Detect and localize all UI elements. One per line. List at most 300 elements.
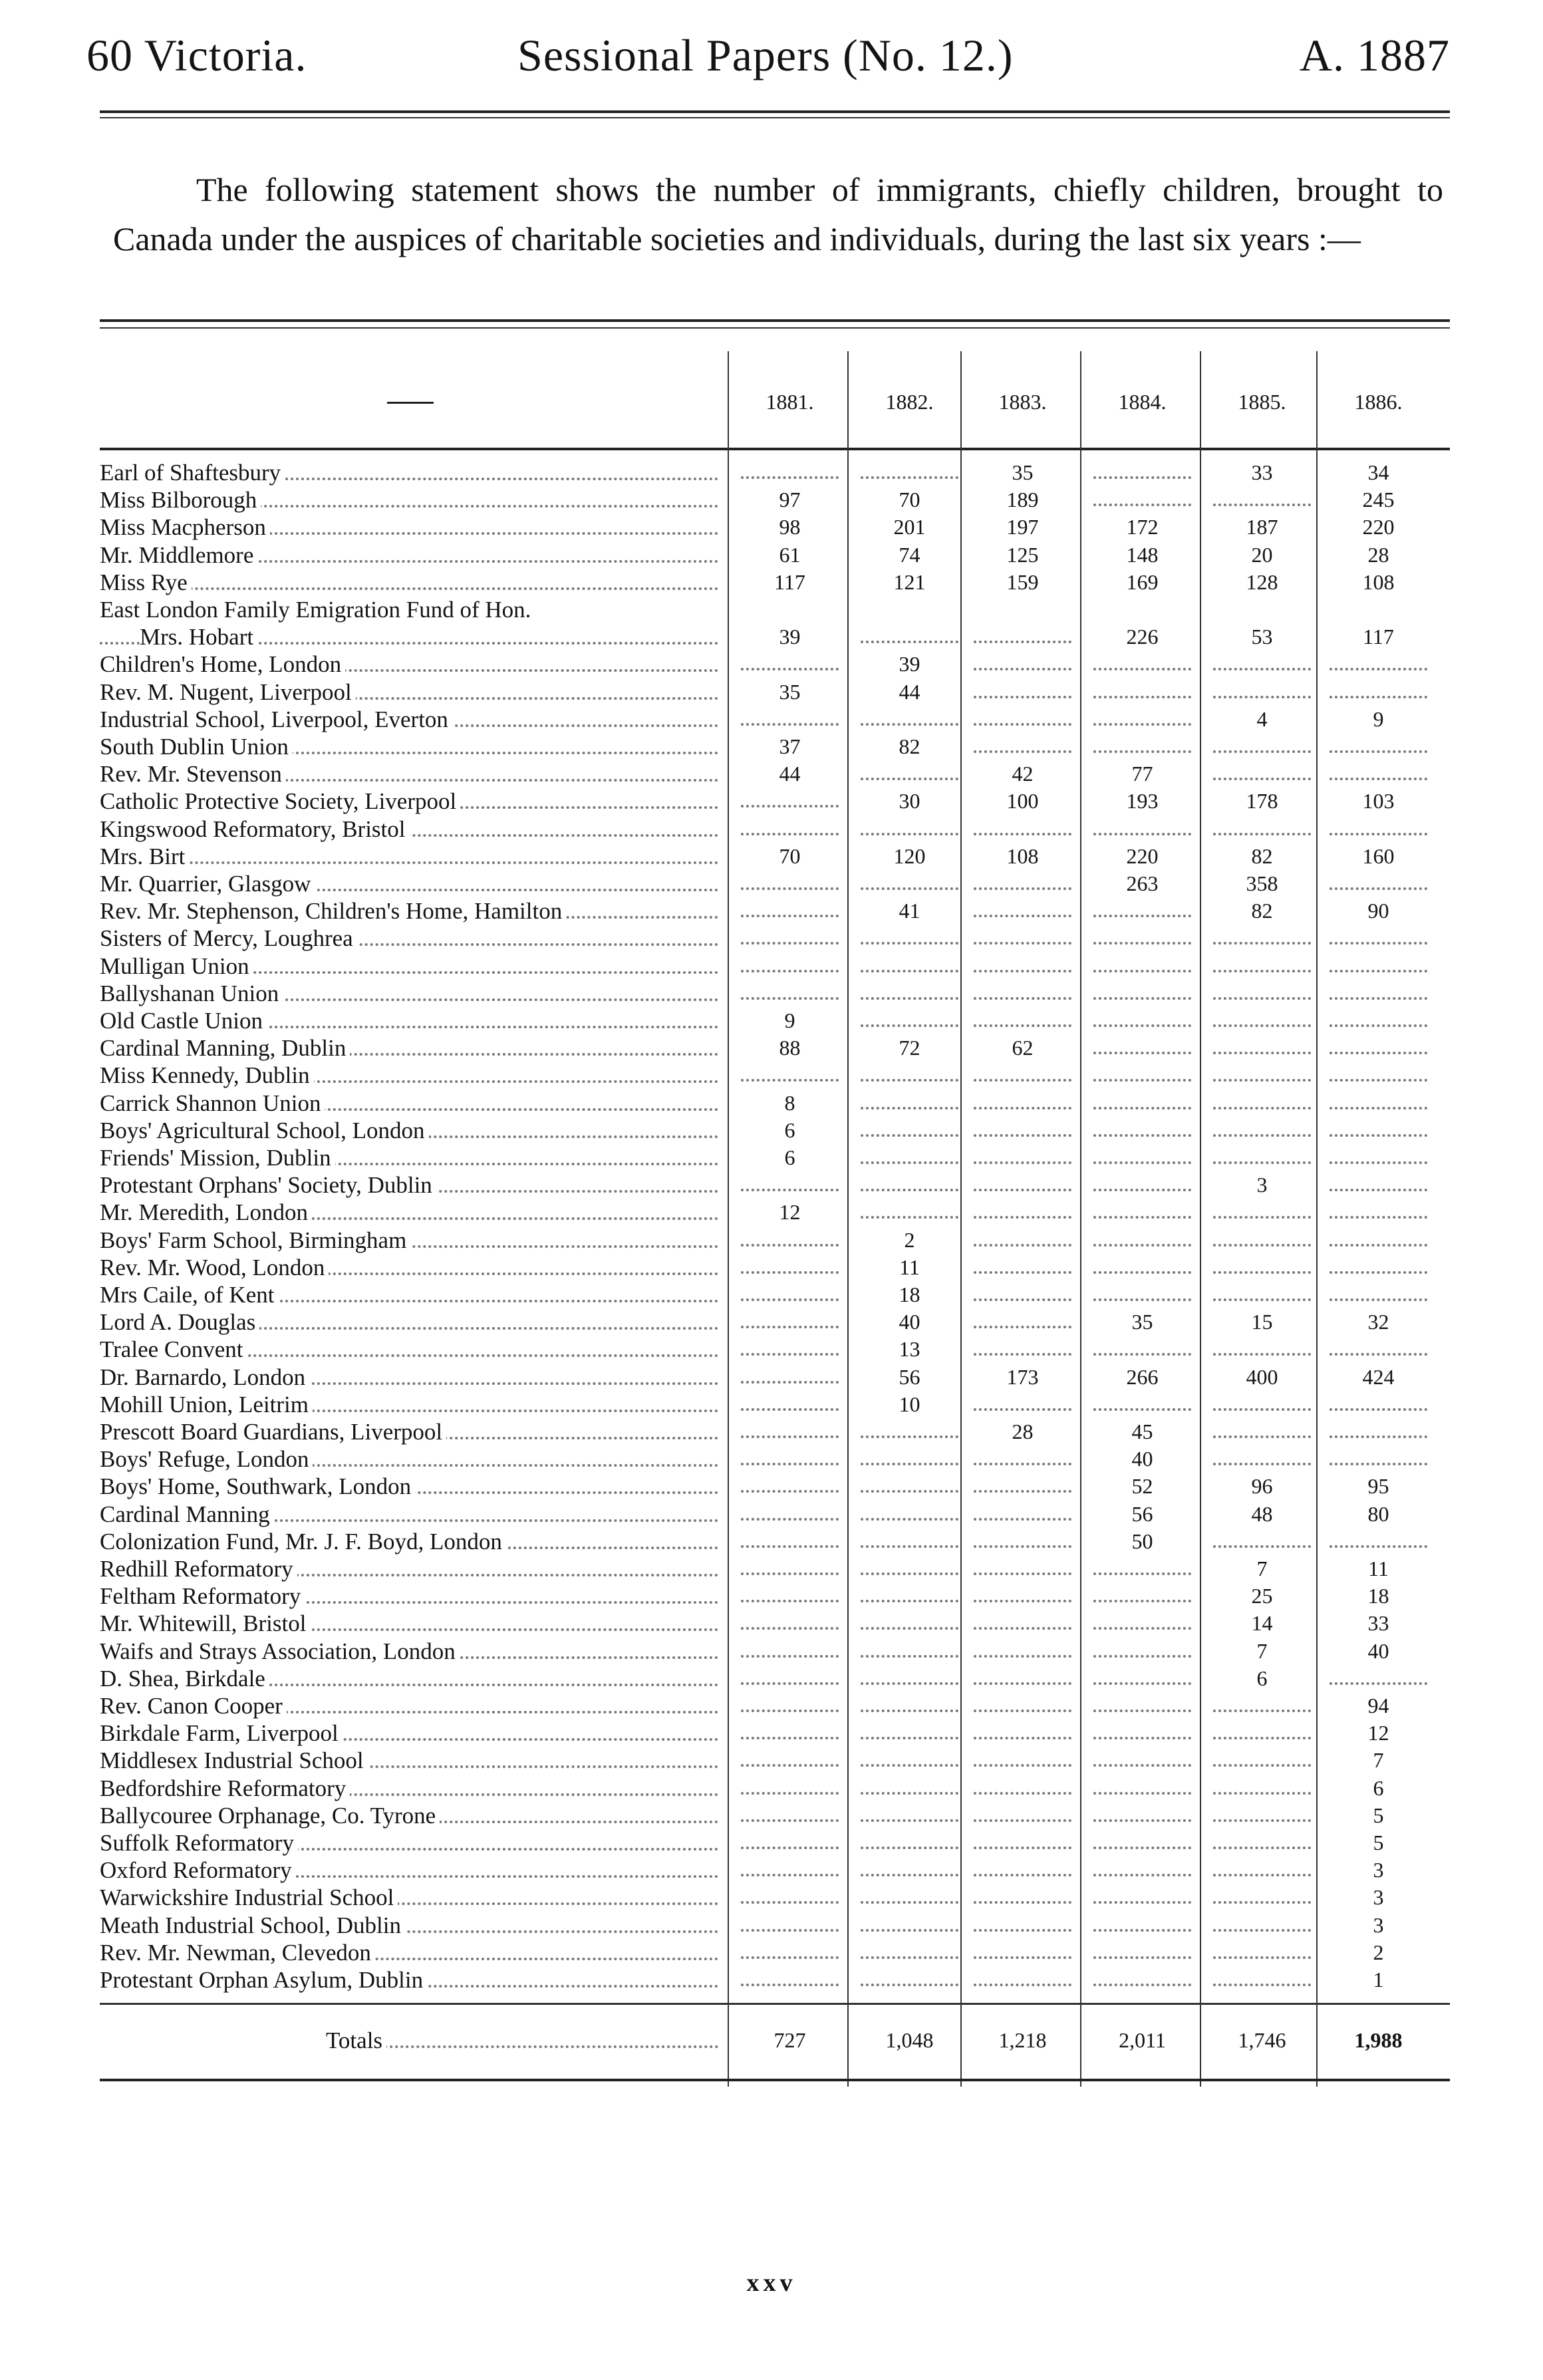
row-label-text: Tralee Convent <box>100 1336 247 1362</box>
row-label-text: Warwickshire Industrial School <box>100 1884 398 1910</box>
table-cell <box>964 1966 1081 1994</box>
cell-dot-leader <box>1213 1737 1311 1739</box>
cell-dot-leader <box>861 1627 958 1630</box>
table-row <box>100 1555 1450 1582</box>
row-label <box>100 1336 725 1363</box>
table-row <box>100 596 1450 623</box>
table-cell <box>851 1336 968 1363</box>
table-cell <box>1320 1171 1437 1199</box>
cell-value: 44 <box>777 762 803 786</box>
cell-dot-leader <box>1093 1161 1191 1164</box>
cell-dot-leader <box>861 1463 958 1465</box>
table-cell <box>964 1719 1081 1747</box>
table-cell <box>1084 1227 1200 1254</box>
cell-dot-leader <box>1213 668 1311 670</box>
cell-dot-leader <box>861 1847 958 1849</box>
column-header-year: 1885. <box>1238 390 1286 414</box>
row-label-text: Miss Rye <box>100 569 192 595</box>
table-cell <box>964 1473 1081 1500</box>
cell-dot-leader <box>861 1929 958 1932</box>
cell-value: 35 <box>1010 460 1036 484</box>
cell-dot-leader <box>974 1874 1071 1876</box>
table-cell <box>1204 1719 1320 1747</box>
table-cell <box>1084 1473 1200 1500</box>
table-cell <box>1204 1747 1320 1774</box>
table-cell <box>1320 1692 1437 1719</box>
cell-dot-leader <box>974 1956 1071 1959</box>
row-label-text: Ballycouree Orphanage, Co. Tyrone <box>100 1803 440 1829</box>
cell-dot-leader <box>741 1874 839 1876</box>
cell-dot-leader <box>741 1764 839 1767</box>
table-cell <box>964 816 1081 843</box>
row-label <box>100 1884 725 1911</box>
row-label-text: East London Family Emigration Fund of Hon. <box>100 597 535 623</box>
cell-dot-leader <box>974 1024 1071 1027</box>
cell-dot-leader <box>1093 915 1191 917</box>
table-cell <box>732 1090 848 1117</box>
table-top-rule-thin <box>100 327 1450 329</box>
cell-value: 6 <box>782 1118 798 1142</box>
table-cell <box>732 980 848 1007</box>
cell-dot-leader <box>1093 1847 1191 1849</box>
cell-dot-leader <box>1093 1107 1191 1110</box>
table-row <box>100 1528 1450 1555</box>
cell-dot-leader <box>1330 887 1427 890</box>
cell-dot-leader <box>861 1490 958 1493</box>
table-cell <box>1204 1034 1320 1062</box>
cell-dot-leader <box>1213 1216 1311 1219</box>
cell-dot-leader <box>741 1381 839 1384</box>
cell-value: 82 <box>897 734 923 758</box>
row-label <box>100 1912 725 1939</box>
table-cell <box>732 925 848 952</box>
cell-dot-leader <box>741 970 839 972</box>
table-cell <box>964 1884 1081 1911</box>
table-cell <box>964 1555 1081 1582</box>
cell-dot-leader <box>1213 1819 1311 1822</box>
cell-dot-leader <box>741 1079 839 1082</box>
table-row <box>100 980 1450 1007</box>
cell-dot-leader <box>741 1682 839 1685</box>
cell-dot-leader <box>974 1271 1071 1274</box>
cell-value: 159 <box>1004 570 1042 594</box>
table-cell <box>1084 1555 1200 1582</box>
cell-dot-leader <box>741 1244 839 1247</box>
row-label-text: Rev. Canon Cooper <box>100 1693 287 1719</box>
cell-value: 12 <box>777 1200 803 1224</box>
table-cell <box>851 1638 968 1665</box>
cell-value: 37 <box>777 734 803 758</box>
cell-value: 50 <box>1129 1529 1156 1553</box>
table-cell <box>851 843 968 870</box>
table-cell <box>1084 1582 1200 1610</box>
row-label <box>100 1802 725 1829</box>
cell-dot-leader <box>861 1518 958 1521</box>
table-cell <box>964 1336 1081 1363</box>
cell-dot-leader <box>974 1107 1071 1110</box>
cell-dot-leader <box>741 942 839 945</box>
cell-dot-leader <box>1330 696 1427 698</box>
cell-dot-leader <box>974 1929 1071 1932</box>
row-label <box>100 514 725 541</box>
table-cell <box>1084 541 1200 569</box>
table-cell <box>732 843 848 870</box>
table-row <box>100 870 1450 897</box>
cell-dot-leader <box>1330 668 1427 670</box>
table-cell <box>1084 1802 1200 1829</box>
cell-value: 98 <box>777 515 803 539</box>
total-cell: 1,988 <box>1354 2028 1403 2053</box>
cell-dot-leader <box>1093 1024 1191 1027</box>
table-cell <box>851 1719 968 1747</box>
cell-dot-leader <box>1093 1874 1191 1876</box>
table-cell <box>964 1199 1081 1226</box>
table-row <box>100 1117 1450 1144</box>
table-cell <box>851 1528 968 1555</box>
table-row <box>100 1719 1450 1747</box>
table-cell <box>732 1747 848 1774</box>
table-cell <box>851 1884 968 1911</box>
cell-dot-leader <box>741 1435 839 1438</box>
cell-dot-leader <box>741 1545 839 1548</box>
row-label <box>100 486 725 514</box>
table-cell <box>964 1857 1081 1884</box>
cell-dot-leader <box>1093 723 1191 726</box>
cell-dot-leader <box>861 1874 958 1876</box>
table-cell <box>1320 651 1437 678</box>
row-label <box>100 1775 725 1802</box>
cell-dot-leader <box>1213 1079 1311 1082</box>
table-row <box>100 514 1450 541</box>
row-label-text: Boys' Home, Southwark, London <box>100 1473 415 1499</box>
table-row <box>100 897 1450 925</box>
table-cell <box>964 1308 1081 1336</box>
cell-value: 18 <box>897 1282 923 1306</box>
header-rule-thin <box>100 117 1450 118</box>
table-cell <box>1084 1829 1200 1857</box>
table-row <box>100 816 1450 843</box>
table-cell <box>851 1034 968 1062</box>
row-label <box>100 1528 725 1555</box>
cell-value: 3 <box>1371 1913 1387 1937</box>
table-cell <box>732 1364 848 1391</box>
table-row <box>100 1829 1450 1857</box>
cell-dot-leader <box>861 970 958 972</box>
intro-text: The following statement shows the number of immigrants, chiefly children, brought to Canada under the auspices of charitable societies and individuals, during the last six years :— <box>113 171 1443 257</box>
cell-dot-leader <box>1330 1189 1427 1191</box>
cell-dot-leader <box>861 942 958 945</box>
row-label <box>100 1555 725 1582</box>
table-cell <box>1204 706 1320 733</box>
cell-dot-leader <box>1093 1052 1191 1054</box>
table-cell <box>851 1199 968 1226</box>
row-label <box>100 1308 725 1336</box>
row-label-text: Rev. Mr. Stephenson, Children's Home, Hamilton <box>100 898 566 924</box>
row-label-text: Earl of Shaftesbury <box>100 460 285 486</box>
row-label <box>100 843 725 870</box>
table-row <box>100 1336 1450 1363</box>
table-cell <box>1204 651 1320 678</box>
cell-dot-leader <box>741 1737 839 1739</box>
cell-dot-leader <box>974 915 1071 917</box>
row-label-text: Mrs Caile, of Kent <box>100 1282 278 1308</box>
cell-dot-leader <box>1093 997 1191 1000</box>
table-cell <box>851 1747 968 1774</box>
table-cell <box>851 596 968 623</box>
cell-dot-leader <box>741 1600 839 1602</box>
cell-dot-leader <box>974 1353 1071 1356</box>
table-cell <box>851 678 968 706</box>
cell-value: 120 <box>891 844 928 868</box>
cell-dot-leader <box>1213 1929 1311 1932</box>
table-cell <box>851 1062 968 1089</box>
table-row <box>100 1582 1450 1610</box>
cell-dot-leader <box>974 1408 1071 1411</box>
row-label-text: Sisters of Mercy, Loughrea <box>100 925 357 951</box>
cell-dot-leader <box>861 723 958 726</box>
cell-dot-leader <box>741 805 839 808</box>
cell-dot-leader <box>861 887 958 890</box>
cell-value: 11 <box>897 1255 922 1279</box>
table-cell <box>1204 1336 1320 1363</box>
cell-dot-leader <box>1093 833 1191 835</box>
cell-value: 103 <box>1360 789 1397 813</box>
table-cell <box>851 1281 968 1308</box>
table-row <box>100 678 1450 706</box>
row-label-text: Redhill Reformatory <box>100 1556 297 1582</box>
cell-dot-leader <box>1093 1764 1191 1767</box>
row-label <box>100 1665 725 1692</box>
cell-dot-leader <box>741 1792 839 1795</box>
table-cell <box>1320 1501 1437 1528</box>
row-label <box>100 569 725 596</box>
table-cell <box>732 1966 848 1994</box>
table-cell <box>1084 1912 1200 1939</box>
table-cell <box>964 678 1081 706</box>
table-cell <box>851 1582 968 1610</box>
cell-dot-leader <box>741 723 839 726</box>
row-label-text: Rev. Mr. Stevenson <box>100 761 286 787</box>
cell-value: 42 <box>1010 762 1036 786</box>
table-row <box>100 1473 1450 1500</box>
cell-dot-leader <box>741 1710 839 1712</box>
table-row <box>100 1939 1450 1966</box>
table-cell <box>964 1912 1081 1939</box>
cell-dot-leader <box>1093 1627 1191 1630</box>
table-cell <box>1204 1418 1320 1445</box>
cell-dot-leader <box>1330 1463 1427 1465</box>
table-cell <box>1320 788 1437 815</box>
table-cell <box>1204 1555 1320 1582</box>
table-cell <box>1084 1336 1200 1363</box>
cell-value: 28 <box>1010 1419 1036 1443</box>
cell-dot-leader <box>1213 750 1311 753</box>
row-label <box>100 1007 725 1034</box>
cell-value: 12 <box>1365 1721 1392 1745</box>
table-cell <box>964 1939 1081 1966</box>
row-label <box>100 870 725 897</box>
cell-value: 193 <box>1124 789 1161 813</box>
table-cell <box>732 1939 848 1966</box>
row-label <box>100 925 725 952</box>
cell-dot-leader <box>741 476 839 479</box>
total-cell: 1,048 <box>885 2028 934 2053</box>
cell-dot-leader <box>861 1984 958 1986</box>
table-cell <box>1320 1582 1437 1610</box>
table-cell <box>1204 1665 1320 1692</box>
cell-value: 72 <box>897 1036 923 1060</box>
row-label <box>100 897 725 925</box>
table-cell <box>851 1308 968 1336</box>
cell-dot-leader <box>974 750 1071 753</box>
table-cell <box>964 1144 1081 1171</box>
row-label <box>100 1829 725 1857</box>
cell-dot-leader <box>861 1956 958 1959</box>
cell-value: 5 <box>1371 1831 1387 1855</box>
cell-dot-leader <box>1330 1353 1427 1356</box>
cell-dot-leader <box>741 1326 839 1328</box>
table-cell <box>1084 1747 1200 1774</box>
cell-dot-leader <box>741 833 839 835</box>
table-row <box>100 1062 1450 1089</box>
cell-dot-leader <box>1213 696 1311 698</box>
cell-dot-leader <box>741 1490 839 1493</box>
cell-dot-leader <box>1330 1545 1427 1548</box>
table-cell <box>1204 870 1320 897</box>
cell-value: 56 <box>897 1365 923 1389</box>
table-cell <box>732 1582 848 1610</box>
header-bottom-rule <box>100 448 1450 450</box>
table-cell <box>1084 953 1200 980</box>
cell-dot-leader <box>1213 1435 1311 1438</box>
cell-value: 220 <box>1360 515 1397 539</box>
cell-value: 117 <box>772 570 808 594</box>
header-corner-dash <box>387 402 434 404</box>
table-cell <box>1084 1062 1200 1089</box>
cell-dot-leader <box>974 1189 1071 1191</box>
table-cell <box>1204 1281 1320 1308</box>
cell-dot-leader <box>1330 1052 1427 1054</box>
cell-dot-leader <box>1330 1244 1427 1247</box>
table-cell <box>964 1034 1081 1062</box>
cell-value: 7 <box>1254 1639 1270 1663</box>
table-cell <box>1320 596 1437 623</box>
cell-dot-leader <box>741 1655 839 1658</box>
cell-value: 9 <box>782 1008 798 1032</box>
cell-value: 100 <box>1004 789 1042 813</box>
table-cell <box>964 569 1081 596</box>
table-cell <box>1320 1418 1437 1445</box>
cell-dot-leader <box>1213 833 1311 835</box>
table-cell <box>1204 788 1320 815</box>
total-cell: 2,011 <box>1119 2028 1166 2053</box>
cell-value: 1 <box>1371 1968 1387 1992</box>
table-cell <box>732 1692 848 1719</box>
cell-dot-leader <box>1330 1271 1427 1274</box>
table-cell <box>1204 1528 1320 1555</box>
table-cell <box>851 925 968 952</box>
row-label-text: Miss Bilborough <box>100 487 261 513</box>
cell-dot-leader <box>1330 833 1427 835</box>
cell-dot-leader <box>741 1463 839 1465</box>
cell-dot-leader <box>861 997 958 1000</box>
row-label <box>100 1364 725 1391</box>
row-label-text: Mr. Middlemore <box>100 542 257 568</box>
cell-dot-leader <box>1213 997 1311 1000</box>
cell-value: 2 <box>902 1228 918 1252</box>
row-label <box>100 760 725 788</box>
cell-dot-leader <box>861 1134 958 1137</box>
table-cell <box>1320 760 1437 788</box>
row-label <box>100 953 725 980</box>
cell-dot-leader <box>1093 696 1191 698</box>
cell-dot-leader <box>1213 1901 1311 1904</box>
row-label-text: Bedfordshire Reformatory <box>100 1775 350 1801</box>
cell-value: 245 <box>1360 488 1397 512</box>
table-cell <box>732 1501 848 1528</box>
table-cell <box>1320 1775 1437 1802</box>
cell-value: 40 <box>1129 1447 1156 1471</box>
cell-dot-leader <box>974 1627 1071 1630</box>
table-cell <box>1204 980 1320 1007</box>
cell-dot-leader <box>1093 1710 1191 1712</box>
cell-dot-leader <box>1330 970 1427 972</box>
row-label-text: Cardinal Manning, Dublin <box>100 1035 350 1061</box>
cell-value: 7 <box>1254 1557 1270 1580</box>
table-cell <box>1084 706 1200 733</box>
row-label <box>100 788 725 815</box>
table-cell <box>851 1171 968 1199</box>
table-cell <box>1320 1227 1437 1254</box>
cell-value: 33 <box>1365 1611 1392 1635</box>
table-cell <box>1084 1308 1200 1336</box>
table-row <box>100 733 1450 760</box>
row-label <box>100 1144 725 1171</box>
table-cell <box>732 1007 848 1034</box>
table-cell <box>1084 678 1200 706</box>
cell-dot-leader <box>861 1655 958 1658</box>
cell-dot-leader <box>1093 970 1191 972</box>
table-cell <box>1084 1281 1200 1308</box>
cell-dot-leader <box>1330 1079 1427 1082</box>
table-cell <box>964 1582 1081 1610</box>
table-cell <box>732 1857 848 1884</box>
row-label <box>100 623 725 651</box>
row-label-text: Prescott Board Guardians, Liverpool <box>100 1419 446 1445</box>
table-cell <box>964 1692 1081 1719</box>
cell-value: 201 <box>891 515 928 539</box>
table-row <box>100 569 1450 596</box>
header-sessional-papers: Sessional Papers (No. 12.) <box>517 30 1014 80</box>
row-label <box>100 678 725 706</box>
cell-dot-leader <box>861 641 958 643</box>
table-cell <box>1084 623 1200 651</box>
table-row <box>100 1775 1450 1802</box>
cell-value: 6 <box>1254 1666 1270 1690</box>
table-cell <box>964 1281 1081 1308</box>
row-label-text: Dr. Barnardo, London <box>100 1364 309 1390</box>
table-cell <box>1204 1775 1320 1802</box>
table-cell <box>1320 925 1437 952</box>
table-row <box>100 1308 1450 1336</box>
cell-dot-leader <box>1093 1271 1191 1274</box>
cell-dot-leader <box>1093 476 1191 479</box>
table-cell <box>1084 760 1200 788</box>
cell-dot-leader <box>861 1161 958 1164</box>
table-cell <box>1084 980 1200 1007</box>
table-cell <box>851 897 968 925</box>
dot-leader <box>100 861 718 864</box>
